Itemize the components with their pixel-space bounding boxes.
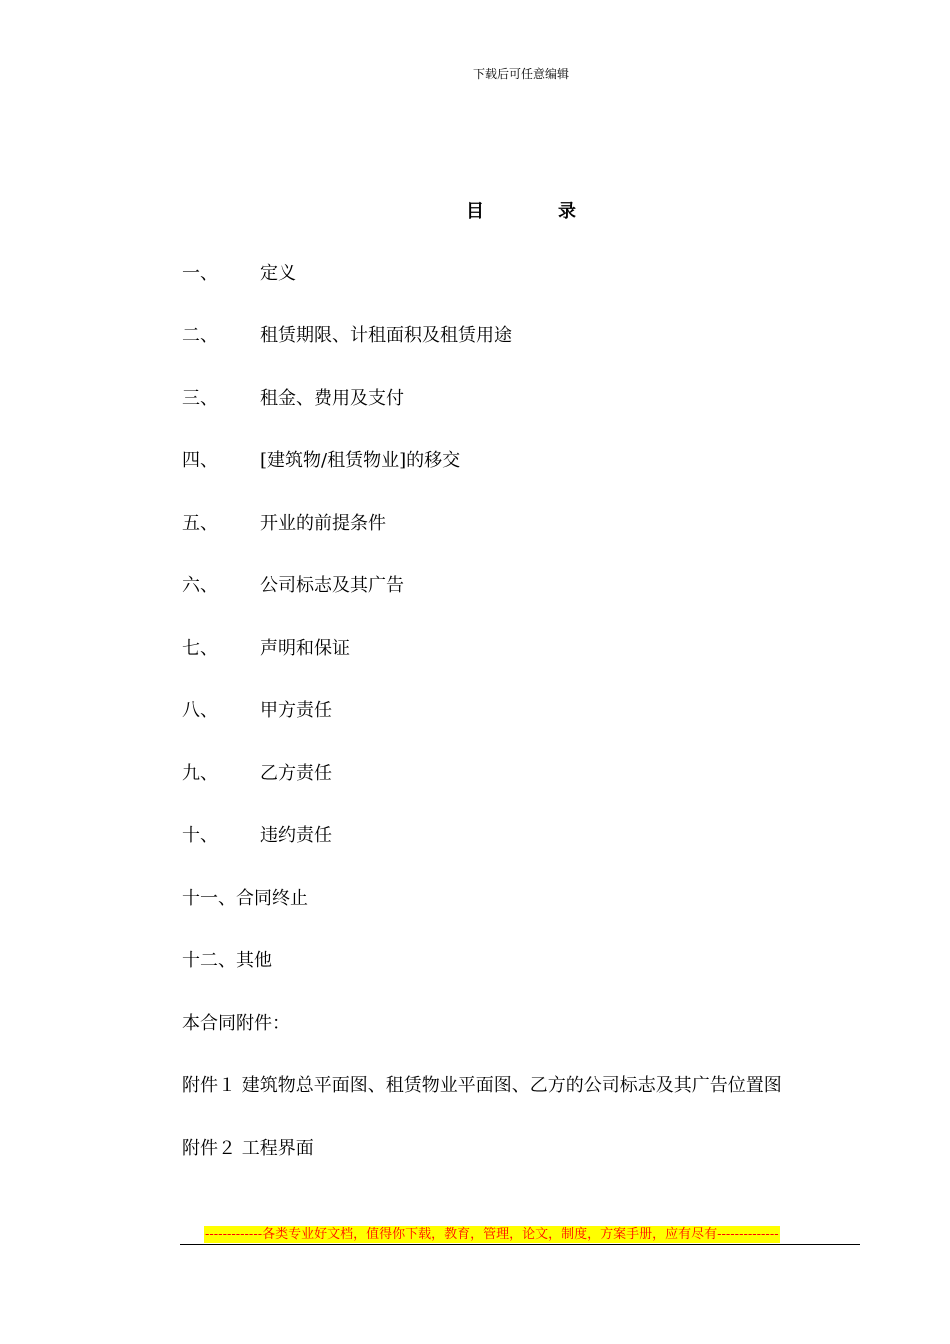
toc-item-number: 四、 (182, 450, 218, 471)
toc-item-label: 租赁期限、计租面积及租赁用途 (260, 325, 512, 346)
footer-rule (180, 1244, 860, 1245)
toc-title-char-2: 录 (558, 201, 576, 222)
toc-title-char-1: 目 (466, 201, 484, 222)
toc-item-number: 九、 (182, 763, 218, 784)
toc-item-number: 六、 (182, 575, 218, 596)
toc-title (466, 200, 586, 224)
toc-item-label: 违约责任 (260, 825, 332, 846)
toc-item-number: 七、 (182, 638, 218, 659)
toc-item-label: 租金、费用及支付 (260, 388, 404, 409)
header-note: 下载后可任意编辑 (472, 67, 569, 81)
toc-item-number: 二、 (182, 325, 218, 346)
toc-item-label: 公司标志及其广告 (260, 575, 404, 596)
toc-item-number: 一、 (182, 263, 218, 284)
attachment-item-1: 附件１ 建筑物总平面图、租赁物业平面图、乙方的公司标志及其广告位置图 (182, 1075, 782, 1096)
footer-banner: -------------各类专业好文档，值得你下载，教育，管理，论文，制度，方案手册，应有尽有-------------- (205, 1227, 779, 1242)
toc-item-label: 乙方责任 (260, 763, 332, 784)
toc-item-12: 十二、其他 (182, 950, 272, 971)
toc-item-label: [建筑物/租赁物业]的移交 (260, 450, 461, 471)
toc-item-label: 甲方责任 (260, 700, 332, 721)
toc-item-11: 十一、合同终止 (182, 888, 308, 909)
toc-item-label: 开业的前提条件 (260, 513, 386, 534)
toc-item-number: 八、 (182, 700, 218, 721)
toc-item-number: 五、 (182, 513, 218, 534)
attachment-item-2: 附件２ 工程界面 (182, 1138, 314, 1159)
toc-item-number: 十、 (182, 825, 218, 846)
toc-item-number: 三、 (182, 388, 218, 409)
toc-item-label: 声明和保证 (260, 638, 350, 659)
toc-item-label: 定义 (260, 263, 296, 284)
attachments-heading: 本合同附件： (182, 1013, 290, 1034)
